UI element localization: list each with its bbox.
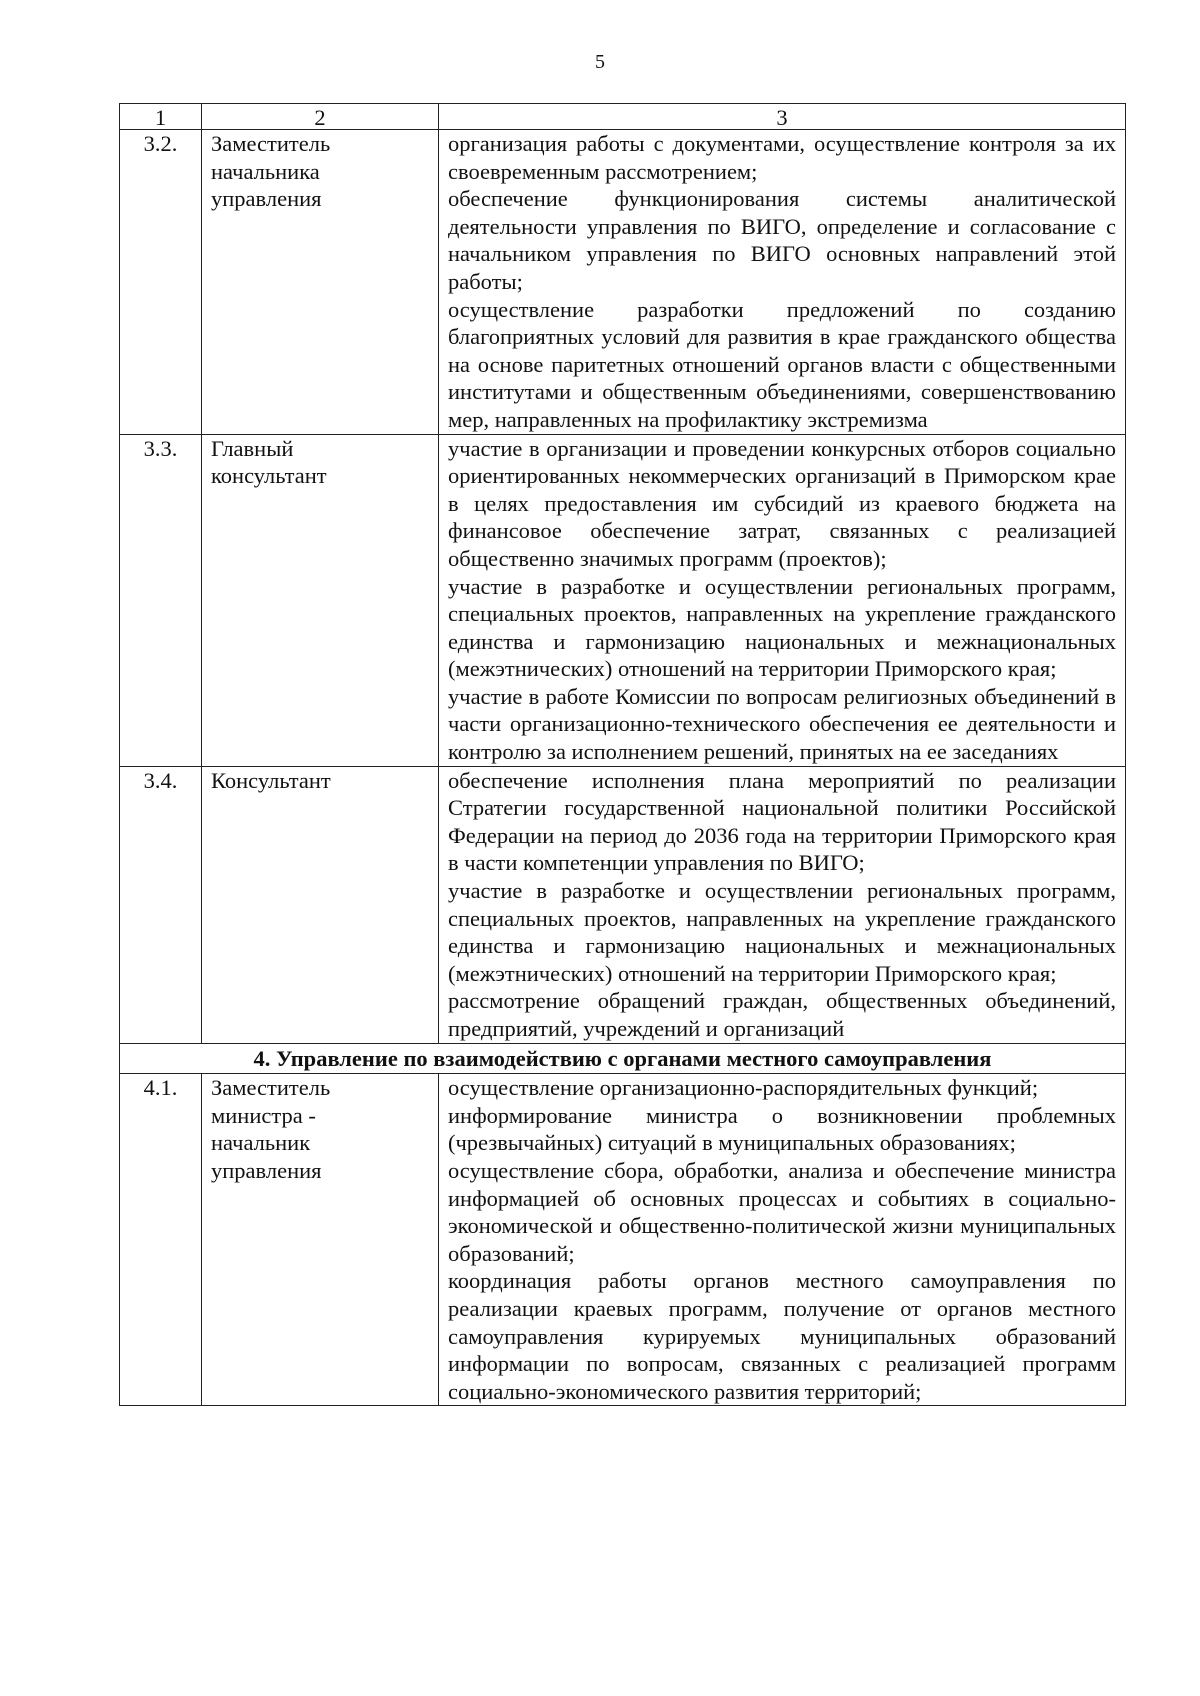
duty-item: участие в организации и проведении конкурсных отборов социально ориентированных некоммерческих организаций в Приморском крае в целях предоставления им субсидий из краевого бюджета на финансовое обеспечение затрат, связанных с реализацией общественно значимых программ (проектов); (448, 435, 1116, 571)
position-cell (202, 766, 439, 1043)
row-number: 3.2. (120, 130, 202, 435)
duties-cell (439, 434, 1126, 766)
page-number: 5 (595, 51, 605, 73)
duty-item: участие в разработке и осуществлении региональных программ, специальных проектов, направленных на укрепление гражданского единства и гармонизацию национальных и межнациональных (межэтнических) отношений на территории Приморского края; (448, 878, 1116, 986)
row-number: 4.1. (120, 1074, 202, 1406)
header-cell-3: 3 (439, 104, 1126, 130)
position-line: начальника (211, 158, 320, 184)
table-row (120, 766, 1126, 1043)
position-line: Главный (211, 435, 294, 461)
position-line: консультант (211, 463, 327, 489)
position-cell (202, 130, 439, 435)
duty-item: обеспечение исполнения плана мероприятий по реализации Стратегии государственной национальной политики Российской Федерации на период до 2036 года на территории Приморского края в части компетенции управления по ВИГО; (448, 767, 1116, 876)
position-cell (202, 1074, 439, 1406)
position-line: Консультант (211, 767, 331, 793)
header-cell-1: 1 (120, 104, 202, 130)
header-cell-2: 2 (202, 104, 439, 130)
position-line: Заместитель (211, 131, 331, 156)
table-header-row (120, 104, 1126, 130)
row-number: 3.4. (120, 766, 202, 1043)
duties-table (119, 103, 1126, 1406)
position-line: управления (211, 1157, 322, 1183)
row-number: 3.3. (120, 434, 202, 766)
duties-cell (439, 130, 1126, 435)
table-row (120, 434, 1126, 766)
table-row (120, 1074, 1126, 1406)
position-line: начальник (211, 1130, 311, 1156)
duty-item: координация работы органов местного самоуправления по реализации краевых программ, получение от органов местного самоуправления курируемых муниципальных образований информации по вопросам, связанных с реализацией программ социально-экономического развития территорий; (448, 1268, 1116, 1404)
duty-item: организация работы с документами, осуществление контроля за их своевременным рассмотрением; (448, 131, 1116, 184)
duty-item: рассмотрение обращений граждан, общественных объединений, предприятий, учреждений и организаций (448, 988, 1116, 1041)
duty-item: участие в разработке и осуществлении региональных программ, специальных проектов, направленных на укрепление гражданского единства и гармонизацию национальных и межнациональных (межэтнических) отношений на территории Приморского края; (448, 573, 1116, 682)
duty-item: информирование министра о возникновении проблемных (чрезвычайных) ситуаций в муниципальных образованиях; (448, 1102, 1116, 1156)
duty-item: осуществление организационно-распорядительных функций; (448, 1075, 1039, 1101)
duty-item: участие в работе Комиссии по вопросам религиозных объединений в части организационно-технического обеспечения ее деятельности и контролю за исполнением решений, принятых на ее заседаниях (448, 683, 1116, 765)
duties-cell (439, 766, 1126, 1043)
position-line: Заместитель (211, 1075, 331, 1101)
duty-item: осуществление сбора, обработки, анализа и обеспечение министра информацией об основных процессах и событиях в социально-экономической и общественно-политической жизни муниципальных образований; (448, 1157, 1116, 1266)
duty-item: осуществление разработки предложений по созданию благоприятных условий для развития в крае гражданского общества на основе паритетных отношений органов власти с общественными институтами и общественным объединениями, совершенствованию мер, направленных на профилактику экстремизма (448, 296, 1116, 432)
position-cell (202, 434, 439, 766)
duties-cell (439, 1074, 1126, 1406)
duty-item: обеспечение функционирования системы аналитической деятельности управления по ВИГО, определение и согласование с начальником управления по ВИГО основных направлений этой работы; (448, 186, 1116, 294)
section-heading-row (120, 1043, 1126, 1074)
table-row (120, 130, 1126, 435)
section-title: 4. Управление по взаимодействию с органами местного самоуправления (120, 1043, 1126, 1074)
position-line: министра - (211, 1102, 316, 1128)
position-line: управления (211, 186, 322, 212)
